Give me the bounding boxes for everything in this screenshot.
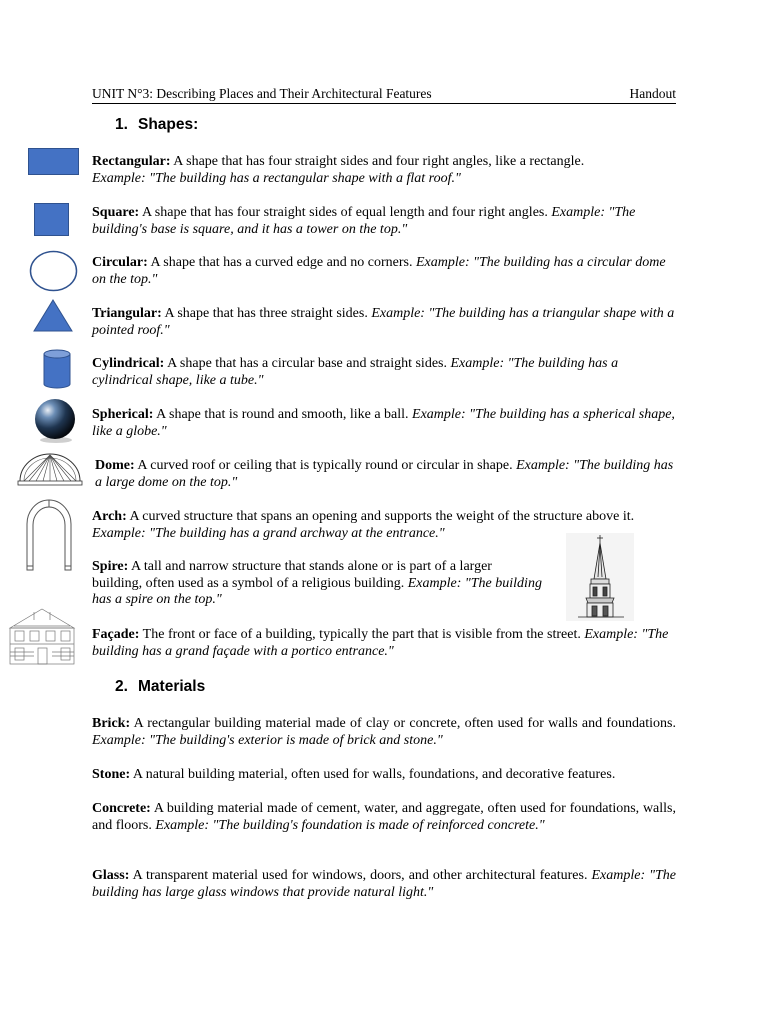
handout-label: Handout bbox=[629, 86, 676, 101]
definition: A curved structure that spans an opening and supports the weight of the structure above it. bbox=[126, 509, 635, 524]
term: Cylindrical bbox=[92, 356, 160, 371]
definition: A shape that has four straight sides and four right angles, like a rectangle. bbox=[170, 154, 585, 169]
example: Example: "The building's foundation is made of reinforced concrete." bbox=[155, 817, 545, 833]
definition: A building material made of cement, water, and aggregate, often used for foundations, walls, and floors. bbox=[92, 801, 676, 833]
term: Rectangular bbox=[92, 154, 166, 169]
term-colon: : bbox=[125, 716, 131, 731]
example: Example: "The building has a grand façade with a portico entrance." bbox=[92, 627, 669, 659]
example: Example: "The building has a grand archway at the entrance." bbox=[92, 525, 445, 541]
term: Arch: bbox=[92, 509, 127, 524]
term-colon: : bbox=[159, 356, 165, 371]
section-number: 2. bbox=[115, 678, 128, 695]
rectangle-icon bbox=[28, 148, 80, 176]
term-colon: : bbox=[146, 801, 151, 816]
shape-entry-rectangular bbox=[92, 154, 680, 187]
definition: A shape that is round and smooth, like a ball. bbox=[153, 407, 413, 422]
section-heading-shapes bbox=[115, 115, 198, 135]
material-entry-concrete bbox=[92, 801, 676, 834]
shape-entry-cylindrical bbox=[92, 356, 680, 389]
definition: A rectangular building material made of clay or concrete, often used for walls and foundations. bbox=[130, 716, 676, 731]
document-header bbox=[92, 84, 676, 104]
facade-icon bbox=[6, 606, 78, 666]
term: Stone bbox=[92, 767, 126, 782]
material-entry-brick bbox=[92, 716, 676, 749]
term: Concrete bbox=[92, 801, 147, 816]
term-colon: : bbox=[130, 458, 135, 473]
example: Example: "The building's base is square, and it has a tower on the top." bbox=[92, 205, 636, 237]
definition: A shape that has a circular base and straight sides. bbox=[164, 356, 451, 371]
definition: A natural building material, often used for walls, foundations, and decorative features. bbox=[130, 767, 616, 782]
definition: A shape that has three straight sides. bbox=[161, 306, 372, 321]
material-entry-stone bbox=[92, 767, 676, 784]
section-heading-materials bbox=[115, 677, 205, 697]
circle-icon bbox=[29, 250, 78, 292]
section-number: 1. bbox=[115, 116, 128, 133]
term: Dome bbox=[95, 458, 130, 473]
term: Façade: bbox=[92, 627, 140, 642]
term: Square bbox=[92, 205, 135, 220]
example: Example: "The building has a spherical shape, like a globe." bbox=[92, 407, 675, 439]
term-colon: : bbox=[157, 306, 162, 321]
shape-entry-spire bbox=[92, 559, 542, 609]
example: Example: "The building has a circular dome on the top." bbox=[92, 255, 666, 287]
shape-entry-facade bbox=[92, 627, 680, 660]
example: Example: "The building has large glass windows that provide natural light." bbox=[92, 868, 676, 900]
shape-entry-triangular bbox=[92, 306, 680, 339]
cylinder-icon bbox=[43, 349, 72, 389]
arch-icon bbox=[24, 496, 74, 572]
example: Example: "The building has a rectangular shape with a flat roof." bbox=[92, 170, 461, 186]
shape-entry-circular bbox=[92, 255, 680, 288]
unit-title: UNIT N°3: Describing Places and Their Architectural Features bbox=[92, 86, 432, 101]
example: Example: "The building has a spire on the top." bbox=[92, 575, 542, 607]
example: Example: "The building has a triangular shape with a pointed roof." bbox=[92, 306, 675, 338]
term: Circular: bbox=[92, 255, 148, 270]
section-title: Shapes: bbox=[138, 116, 199, 133]
definition: A transparent material used for windows, doors, and other architectural features. bbox=[129, 868, 592, 883]
shape-entry-dome bbox=[95, 458, 680, 491]
term: Spire: bbox=[92, 559, 129, 574]
definition: A curved roof or ceiling that is typically round or circular in shape. bbox=[134, 458, 517, 473]
term-colon: : bbox=[165, 154, 171, 169]
term-colon: : bbox=[134, 205, 140, 220]
example: Example: "The building's exterior is made of brick and stone." bbox=[92, 732, 443, 748]
sphere-icon bbox=[33, 398, 79, 444]
square-icon bbox=[34, 203, 70, 237]
triangle-icon bbox=[33, 299, 73, 333]
term: Brick bbox=[92, 716, 126, 731]
term: Glass bbox=[92, 868, 125, 883]
definition: A tall and narrow structure that stands alone or is part of a larger building, often used as a symbol of a religious building. bbox=[92, 559, 492, 591]
term: Spherical bbox=[92, 407, 149, 422]
section-title: Materials bbox=[138, 678, 206, 695]
term-colon: : bbox=[148, 407, 154, 422]
term-colon: : bbox=[124, 868, 130, 883]
dome-icon bbox=[17, 451, 83, 487]
term: Triangular bbox=[92, 306, 158, 321]
definition: A shape that has four straight sides of equal length and four right angles. bbox=[139, 205, 552, 220]
shape-entry-spherical bbox=[92, 407, 680, 440]
definition: The front or face of a building, typically the part that is visible from the street. bbox=[139, 627, 585, 642]
spire-icon bbox=[566, 533, 634, 621]
shape-entry-arch bbox=[92, 509, 680, 542]
example: Example: "The building has a large dome on the top." bbox=[95, 458, 674, 490]
example: Example: "The building has a cylindrical shape, like a tube." bbox=[92, 356, 619, 388]
definition: A shape that has a curved edge and no corners. bbox=[147, 255, 416, 270]
term-colon: : bbox=[125, 767, 131, 782]
shape-entry-square bbox=[92, 205, 680, 238]
material-entry-glass bbox=[92, 868, 676, 901]
